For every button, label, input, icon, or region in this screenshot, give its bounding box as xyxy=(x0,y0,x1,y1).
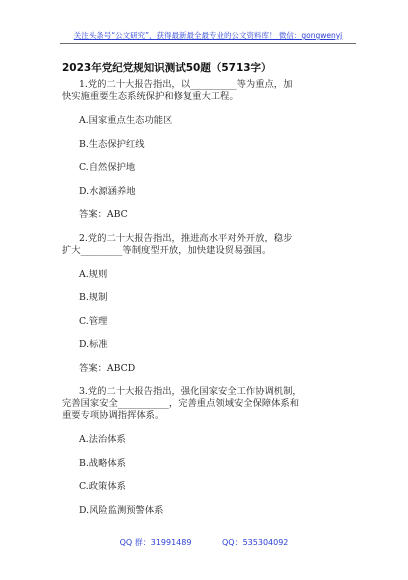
footer-qq-group: QQ 群：31991489 xyxy=(119,538,192,547)
question-2-option-d: D.标准 xyxy=(79,339,108,350)
question-1-option-a: A.国家重点生态功能区 xyxy=(79,115,173,126)
question-2-line-2: 扩大_________等制度型开放，加快建设贸易强国。 xyxy=(62,244,272,256)
question-3-line-1: 3.党的二十大报告指出，强化国家安全工作协调机制， xyxy=(79,386,302,397)
question-2-option-a: A.规则 xyxy=(79,268,108,280)
question-3-option-a: A.法治体系 xyxy=(79,434,126,445)
question-2-option-c: C.管理 xyxy=(79,315,108,327)
document-body xyxy=(62,79,356,528)
question-1-option-b: B.生态保护红线 xyxy=(79,138,145,150)
footer-contact xyxy=(0,537,408,548)
question-1 xyxy=(62,79,356,233)
question-2-option-b: B.规制 xyxy=(79,292,108,303)
question-2-line-1: 2.党的二十大报告指出，推进高水平对外开放，稳步 xyxy=(79,232,293,244)
header-link[interactable]: 关注头条号“公文研究”，获得最新最全最专业的公文资料库！ 微信：gongwenyj xyxy=(73,31,343,40)
question-3-line-3: 重要专项协调指挥体系。 xyxy=(62,410,165,421)
question-1-answer: 答案：ABC xyxy=(79,209,128,220)
question-3-option-c: C.政策体系 xyxy=(79,481,126,492)
question-3 xyxy=(62,386,356,528)
footer-qq: QQ：535304092 xyxy=(222,538,289,547)
question-3-option-b: B.战略体系 xyxy=(79,457,126,469)
question-1-option-c: C.自然保护地 xyxy=(79,162,136,173)
question-2 xyxy=(62,233,356,387)
document-title: 2023年党纪党规知识测试50题（5713字） xyxy=(62,62,272,74)
question-1-line-2: 快实施重要生态系统保护和修复重大工程。 xyxy=(62,91,239,102)
question-3-option-d: D.风险监测预警体系 xyxy=(79,504,164,516)
header-rule xyxy=(60,43,356,44)
question-1-line-1: 1.党的二十大报告指出，以__________等为重点，加 xyxy=(79,79,293,90)
question-2-answer: 答案：ABCD xyxy=(79,362,136,374)
question-3-line-2: 完善国家安全___________，完善重点领域安全保障体系和 xyxy=(62,398,300,409)
question-1-option-d: D.水源涵养地 xyxy=(79,185,136,197)
